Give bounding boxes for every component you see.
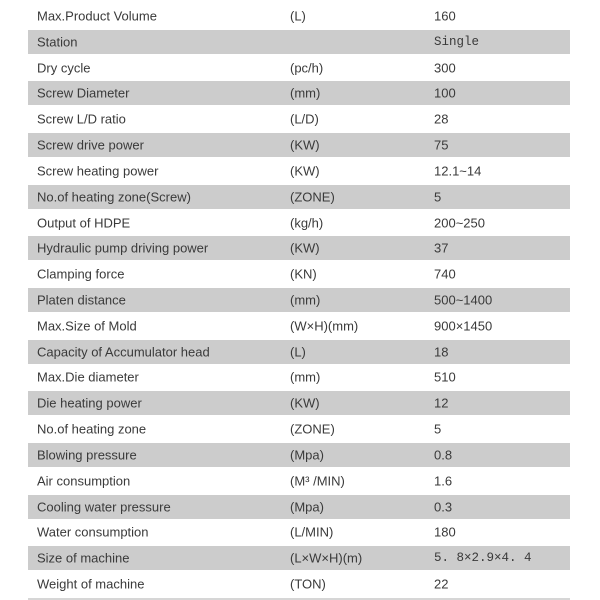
unit-cell: (mm) xyxy=(290,85,321,101)
value-cell: 28 xyxy=(434,111,449,127)
value-cell: 5 xyxy=(434,189,442,205)
value-cell: 75 xyxy=(434,137,449,153)
unit-cell: (L/D) xyxy=(290,111,319,127)
value-cell: 900×1450 xyxy=(434,318,493,334)
unit-cell: (L) xyxy=(290,344,306,360)
param-label-cell: Max.Product Volume xyxy=(37,8,157,24)
unit-cell: (KW) xyxy=(290,395,320,411)
unit-cell: (M³ /MIN) xyxy=(290,473,345,489)
unit-cell: (W×H)(mm) xyxy=(290,318,359,334)
value-cell: 300 xyxy=(434,60,456,76)
table-row xyxy=(0,494,600,520)
unit-cell: (Mpa) xyxy=(290,499,324,515)
param-label-cell: Weight of machine xyxy=(37,576,145,592)
unit-cell: (pc/h) xyxy=(290,60,324,76)
unit-cell: (mm) xyxy=(290,292,321,308)
value-cell: 37 xyxy=(434,240,449,256)
table-row xyxy=(0,442,600,468)
param-label-cell: Cooling water pressure xyxy=(37,499,171,515)
table-row xyxy=(0,520,600,546)
value-cell: 0.8 xyxy=(434,447,453,463)
value-cell: 200~250 xyxy=(434,215,485,230)
table-row xyxy=(0,3,600,29)
table-row xyxy=(0,468,600,494)
value-cell: 740 xyxy=(434,266,456,282)
table-row xyxy=(0,339,600,365)
param-label-cell: Die heating power xyxy=(37,395,142,411)
param-label-cell: Max.Size of Mold xyxy=(37,318,137,334)
unit-cell: (kg/h) xyxy=(290,215,324,230)
param-label-cell: Hydraulic pump driving power xyxy=(37,240,209,256)
value-cell: 12 xyxy=(434,395,449,411)
value-cell: 0.3 xyxy=(434,499,453,515)
table-row xyxy=(0,390,600,416)
value-cell: Single xyxy=(434,34,480,49)
param-label-cell: Platen distance xyxy=(37,292,126,308)
unit-cell: (KW) xyxy=(290,163,320,179)
param-label-cell: Dry cycle xyxy=(37,60,91,76)
param-label-cell: Water consumption xyxy=(37,524,149,540)
unit-cell: (L/MIN) xyxy=(290,524,334,540)
table-row xyxy=(0,365,600,391)
param-label-cell: Max.Die diameter xyxy=(37,369,139,385)
unit-cell: (KW) xyxy=(290,240,320,256)
table-row xyxy=(0,571,600,597)
table-row xyxy=(0,80,600,106)
table-row xyxy=(0,545,600,571)
table-row xyxy=(0,158,600,184)
value-cell: 510 xyxy=(434,369,456,385)
table-row xyxy=(0,416,600,442)
value-cell: 5. 8×2.9×4. 4 xyxy=(434,551,532,566)
table-row xyxy=(0,55,600,81)
value-cell: 18 xyxy=(434,344,449,360)
row-stripe xyxy=(28,30,570,54)
param-label-cell: Screw heating power xyxy=(37,163,159,179)
unit-cell: (L) xyxy=(290,8,306,24)
param-label-cell: No.of heating zone xyxy=(37,421,147,437)
unit-cell: (KW) xyxy=(290,137,320,153)
param-label-cell: Screw Diameter xyxy=(37,85,130,101)
unit-cell: (L×W×H)(m) xyxy=(290,550,363,566)
value-cell: 5 xyxy=(434,421,442,437)
unit-cell: (ZONE) xyxy=(290,189,335,205)
value-cell: 1.6 xyxy=(434,473,453,489)
param-label-cell: Capacity of Accumulator head xyxy=(37,344,210,360)
unit-cell: (TON) xyxy=(290,576,326,592)
value-cell: 22 xyxy=(434,576,449,592)
table-row xyxy=(0,106,600,132)
param-label-cell: Air consumption xyxy=(37,473,131,489)
value-cell: 100 xyxy=(434,85,456,101)
unit-cell: (mm) xyxy=(290,369,321,385)
unit-cell: (KN) xyxy=(290,266,317,282)
param-label-cell: No.of heating zone(Screw) xyxy=(37,189,191,205)
table-row xyxy=(0,313,600,339)
value-cell: 160 xyxy=(434,8,456,24)
spec-table xyxy=(0,3,600,597)
param-label-cell: Output of HDPE xyxy=(37,215,131,230)
value-cell: 12.1~14 xyxy=(434,163,482,179)
param-label-cell: Screw drive power xyxy=(37,137,144,153)
table-row xyxy=(0,235,600,261)
value-cell: 500~1400 xyxy=(434,292,493,308)
value-cell: 180 xyxy=(434,524,456,540)
unit-cell: (ZONE) xyxy=(290,421,335,437)
param-label-cell: Station xyxy=(37,34,78,50)
param-label-cell: Blowing pressure xyxy=(37,447,137,463)
table-row xyxy=(0,287,600,313)
param-label-cell: Clamping force xyxy=(37,266,125,282)
table-row xyxy=(0,210,600,236)
table-row xyxy=(0,132,600,158)
unit-cell: (Mpa) xyxy=(290,447,324,463)
table-row xyxy=(0,184,600,210)
param-label-cell: Size of machine xyxy=(37,550,130,566)
param-label-cell: Screw L/D ratio xyxy=(37,111,126,127)
table-row xyxy=(0,29,600,55)
table-row xyxy=(0,261,600,287)
